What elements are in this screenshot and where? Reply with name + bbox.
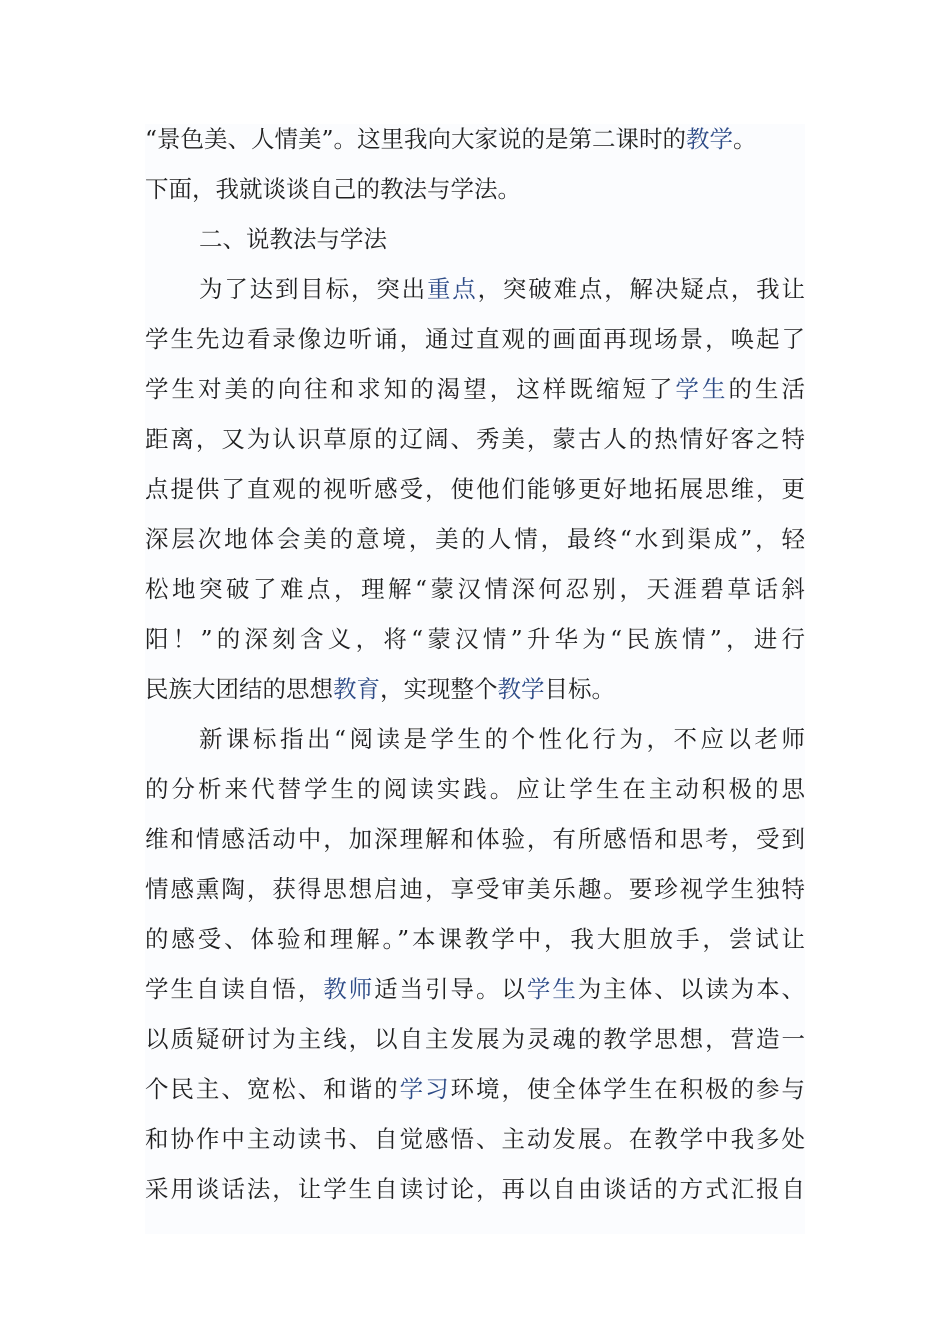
link-xuesheng[interactable]: 学生 bbox=[675, 375, 729, 403]
text-span: 个民主、宽松、和谐的 bbox=[145, 1075, 400, 1103]
text-line bbox=[145, 874, 805, 904]
document-body bbox=[145, 124, 805, 1234]
text-line bbox=[145, 424, 805, 454]
text-span: 维和情感活动中，加深理解和体验，有所感悟和思考，受到 bbox=[145, 825, 805, 853]
text-line bbox=[145, 174, 521, 204]
text-line bbox=[199, 274, 805, 304]
text-span: 距离，又为认识草原的辽阔、秀美，蒙古人的热情好客之特 bbox=[145, 425, 805, 453]
link-jiaoxue[interactable]: 教学 bbox=[686, 125, 734, 153]
text-line bbox=[145, 624, 805, 654]
text-span: 情感熏陶，获得思想启迪，享受审美乐趣。要珍视学生独特 bbox=[145, 875, 805, 903]
text-span: “景色美、人情美”。这里我向大家说的是第二课时的 bbox=[145, 125, 687, 153]
text-span: 学生先边看录像边听诵，通过直观的画面再现场景，唤起了 bbox=[145, 325, 805, 353]
text-span: 点提供了直观的视听感受，使他们能够更好地拓展思维，更 bbox=[145, 475, 805, 503]
text-line bbox=[145, 124, 825, 154]
link-xuesheng[interactable]: 学生 bbox=[526, 975, 578, 1003]
text-line bbox=[145, 1174, 805, 1204]
text-span: 下面，我就谈谈自己的教法与学法。 bbox=[145, 175, 521, 203]
link-jiaoxue[interactable]: 教学 bbox=[497, 675, 545, 703]
text-span: 学生对美的向往和求知的渴望，这样既缩短了 bbox=[145, 375, 676, 403]
text-line bbox=[145, 1124, 805, 1154]
text-line bbox=[145, 1074, 805, 1104]
text-span: 和协作中主动读书、自觉感悟、主动发展。在教学中我多处 bbox=[145, 1125, 805, 1153]
text-line bbox=[145, 924, 805, 954]
link-xuexi[interactable]: 学习 bbox=[399, 1075, 451, 1103]
text-line bbox=[145, 774, 805, 804]
text-span: 环境，使全体学生在积极的参与 bbox=[450, 1075, 806, 1103]
text-span: 的生活 bbox=[728, 375, 806, 403]
link-jiaoyu[interactable]: 教育 bbox=[333, 675, 380, 703]
heading-text: 二、说教法与学法 bbox=[199, 225, 387, 253]
text-span: 学生自读自悟， bbox=[145, 975, 324, 1003]
text-line bbox=[145, 374, 805, 404]
text-line bbox=[199, 724, 805, 754]
text-span: 松地突破了难点，理解“蒙汉情深何忍别，天涯碧草话斜 bbox=[145, 575, 805, 603]
text-span: 新课标指出“阅读是学生的个性化行为，不应以老师 bbox=[199, 725, 805, 753]
link-jiaoshi[interactable]: 教师 bbox=[323, 975, 375, 1003]
text-line bbox=[145, 524, 805, 554]
text-span: 。 bbox=[733, 125, 757, 153]
text-span: 民族大团结的思想 bbox=[145, 675, 333, 703]
text-span: 以质疑研讨为主线，以自主发展为灵魂的教学思想，营造一 bbox=[145, 1025, 805, 1053]
text-line bbox=[145, 574, 805, 604]
text-span: 采用谈话法，让学生自读讨论，再以自由谈话的方式汇报自 bbox=[145, 1175, 805, 1203]
text-line bbox=[145, 1024, 805, 1054]
section-heading bbox=[199, 224, 387, 254]
text-line bbox=[145, 324, 805, 354]
text-line bbox=[145, 474, 805, 504]
text-line bbox=[145, 674, 615, 704]
text-span: 目标。 bbox=[544, 675, 615, 703]
text-span: 为主体、以读为本、 bbox=[577, 975, 806, 1003]
text-line bbox=[145, 974, 805, 1004]
text-span: ，实现整个 bbox=[380, 675, 498, 703]
text-span: 适当引导。以 bbox=[374, 975, 527, 1003]
text-span: 的分析来代替学生的阅读实践。应让学生在主动积极的思 bbox=[145, 775, 805, 803]
link-zhongdian[interactable]: 重点 bbox=[426, 275, 478, 303]
text-span: ，突破难点，解决疑点，我让 bbox=[477, 275, 806, 303]
text-line bbox=[145, 824, 805, 854]
text-span: 阳！”的深刻含义，将“蒙汉情”升华为“民族情”，进行 bbox=[145, 625, 805, 653]
text-span: 深层次地体会美的意境，美的人情，最终“水到渠成”，轻 bbox=[145, 525, 805, 553]
text-span: 为了达到目标，突出 bbox=[199, 275, 427, 303]
text-span: 的感受、体验和理解。”本课教学中，我大胆放手，尝试让 bbox=[145, 925, 805, 953]
